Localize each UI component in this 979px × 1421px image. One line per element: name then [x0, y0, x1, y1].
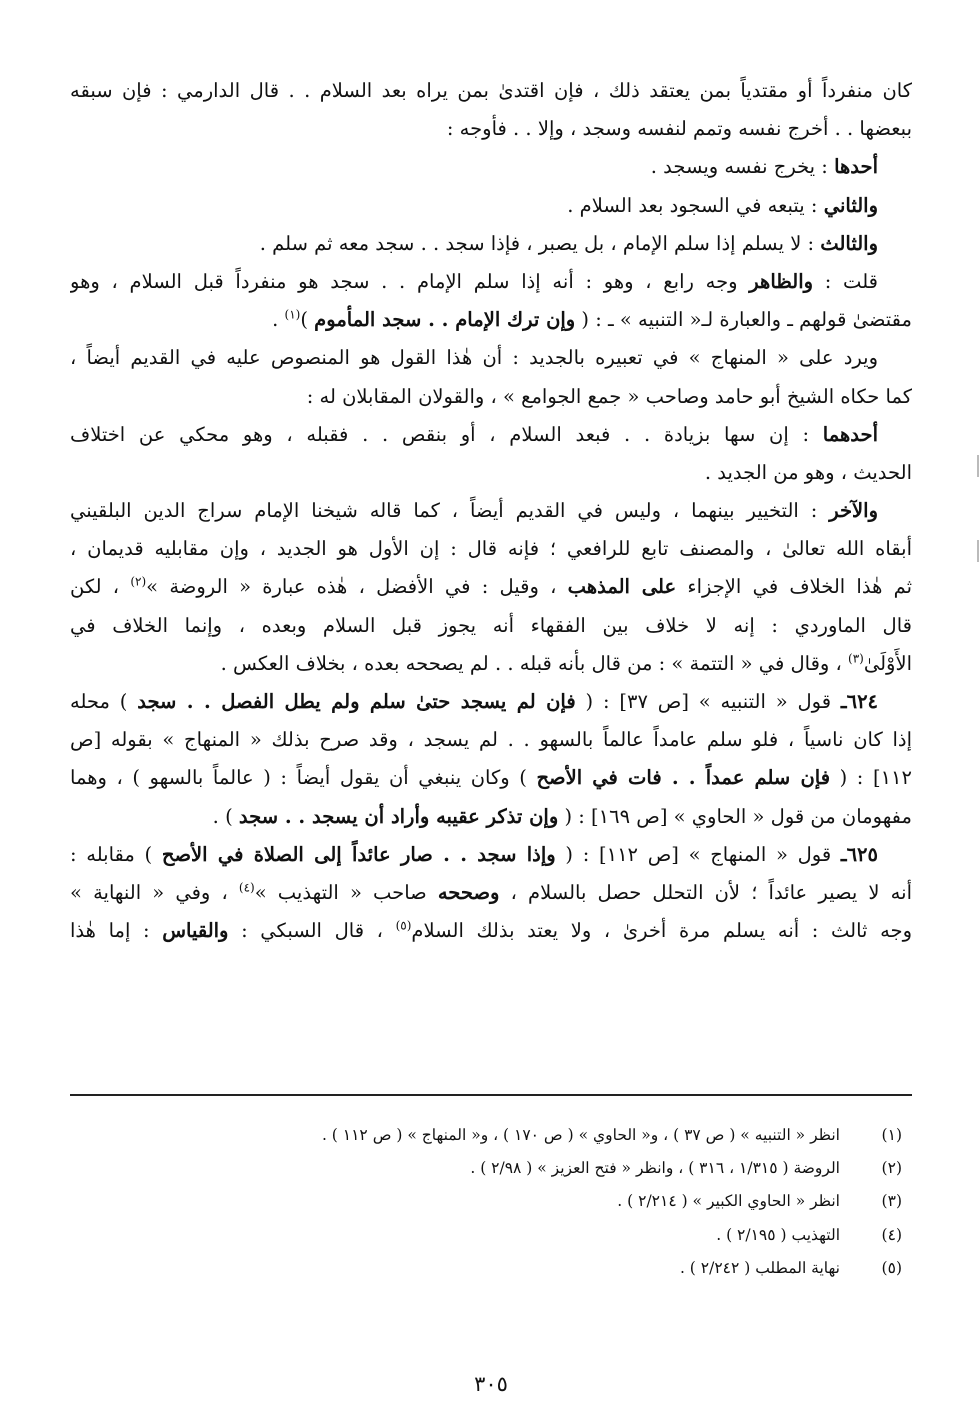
- text-line: [70, 301, 912, 339]
- footnote-ref: (٤): [238, 880, 255, 895]
- footnote-number: (٥): [881, 1258, 902, 1277]
- text-run: ) مقابله :: [70, 842, 162, 866]
- text-run: قلت :: [813, 269, 878, 293]
- text-line: [70, 568, 912, 606]
- text-line: [70, 110, 912, 148]
- text-run: : يخرج نفسه ويسجد .: [650, 155, 835, 179]
- footnote-ref: (١): [284, 307, 301, 322]
- bold-term: أحدها: [834, 155, 878, 179]
- text-run: قول « المنهاج » [ص ١١٢] : (: [555, 842, 841, 866]
- text-line: [70, 759, 912, 797]
- text-line: [70, 721, 912, 759]
- text-run: ، وقال في « التتمة » : من قال بأنه قبله . . لم يصححه بعده ، بخلاف العكس .: [220, 651, 849, 675]
- footnote-item: [70, 1252, 912, 1285]
- footnote-text: التهذيب ( ٢/١٩٥ ) .: [716, 1225, 840, 1244]
- text-run: قول « التنبيه » [ص ٣٧] : (: [575, 690, 841, 713]
- text-run: ببعضها . . أخرج نفسه وتمم لنفسه وسجد ، وإلا . . فأوجه :: [446, 117, 912, 141]
- text-line: [70, 530, 912, 568]
- footnote-text: نهاية المطلب ( ٢/٢٤٢ ) .: [679, 1258, 840, 1277]
- footnote-number: (١): [881, 1126, 902, 1144]
- main-text: [70, 72, 912, 950]
- text-run: مفهومان من قول « الحاوي » [ص ١٦٩] : (: [558, 804, 912, 828]
- text-line: [70, 836, 912, 874]
- text-line: [70, 148, 912, 186]
- footnote-item: [70, 1219, 912, 1252]
- bold-term: فإن سلم عمداً . . فات في الأصح: [536, 766, 831, 790]
- bold-term: ٦٢٥ـ: [840, 842, 878, 866]
- footnote-number: (٤): [881, 1225, 902, 1244]
- footnotes: [70, 1119, 912, 1285]
- text-run: الأَوْلَىٰ: [863, 651, 912, 675]
- text-run: ): [300, 308, 315, 332]
- footnote-text: الروضة ( ١/٣١٥ ، ٣١٦ ) ، وانظر « فتح العزيز » ( ٢/٩٨ ) .: [470, 1159, 840, 1178]
- text-run: الحديث ، وهو من الجديد .: [704, 460, 912, 484]
- text-line: [70, 798, 912, 836]
- text-line: [70, 378, 912, 416]
- text-run: وجه ثالث : أنه يسلم مرة أخرىٰ ، ولا يعتد بذلك السلام: [411, 919, 912, 943]
- text-run: ثم هٰذا الخلاف في الإجزاء: [676, 575, 912, 599]
- footnote-separator: [70, 1094, 912, 1096]
- text-run: .: [272, 308, 285, 332]
- text-run: قال الماوردي : إنه لا خلاف بين الفقهاء أنه يجوز قبل السلام وبعده ، وإنما الخلاف في: [70, 613, 912, 637]
- book-page: [70, 72, 912, 1402]
- text-line: [70, 607, 912, 645]
- text-line: [70, 492, 912, 530]
- footnote-number: (٣): [881, 1192, 902, 1211]
- text-line: [70, 339, 912, 377]
- bold-term: ٦٢٤ـ: [840, 690, 879, 713]
- text-run: أبقاه الله تعالىٰ ، والمصنف تابع للرافعي ؛ فإنه قال : إن الأول هو الجديد ، وإن مقابليه قديمان ،: [70, 537, 912, 561]
- footnote-number: (٢): [881, 1159, 902, 1178]
- text-line: [70, 225, 912, 263]
- footnote-text: انظر « التنبيه » ( ص ٣٧ ) ، و« الحاوي » ( ص ١٧٠ ) ، و« المنهاج » ( ص ١١٢ ) .: [321, 1126, 840, 1144]
- page-number: ٣٠٥: [474, 1372, 508, 1396]
- bold-term: والثالث: [820, 231, 878, 255]
- bold-term: وإذا سجد . . صار عائداً إلى الصلاة في الأصح: [161, 842, 556, 866]
- bold-term: والقياس: [162, 919, 229, 943]
- text-run: ) محله: [70, 690, 138, 713]
- text-run: : التخيير بينهما ، وليس في القديم أيضاً ، كما قاله شيخنا الإمام سراج الدين البلقيني: [70, 499, 830, 523]
- bold-term: وإن تذكر عقيبه وأراد أن يسجد . . سجد: [238, 804, 559, 828]
- bold-term: والآخر: [829, 499, 878, 523]
- text-run: ، وقيل : في الأفضل ، هٰذه عبارة « الروضة »: [146, 575, 568, 599]
- text-line: [70, 645, 912, 683]
- text-line: [70, 454, 912, 492]
- text-run: كان منفرداً أو مقتدياً بمن يعتقد ذلك ، فإن اقتدىٰ بمن يراه بعد السلام . . قال الدارمي : فإن سبقه: [70, 79, 912, 102]
- text-run: ) وكان ينبغي أن يقول أيضاً : ( عالماً بالسهو ) ، وهما: [70, 766, 537, 790]
- text-run: ، قال السبكي :: [228, 919, 396, 943]
- text-run: كما حكاه الشيخ أبو حامد وصاحب « جمع الجوامع » ، والقولان المقابلان له :: [306, 384, 912, 408]
- text-line: [70, 263, 912, 301]
- bold-term: على المذهب: [567, 575, 677, 599]
- text-run: ١١٢] : (: [830, 766, 912, 790]
- footnote-text: انظر « الحاوي الكبير » ( ٢/٢١٤ ) .: [617, 1192, 840, 1211]
- footnote-item: [70, 1185, 912, 1218]
- text-run: : لا يسلم إذا سلم الإمام ، بل يصبر ، فإذا سجد . . سجد معه ثم سلم .: [259, 231, 821, 255]
- text-run: ، لكن: [70, 575, 131, 599]
- text-line: [70, 72, 912, 110]
- footnote-item: [70, 1152, 912, 1185]
- text-run: إذا كان ناسياً ، فلو سلم عامداً عالماً بالسهو . . لم يسجد ، وقد صرح بذلك « المنهاج » بقوله [ص: [70, 728, 912, 752]
- text-run: وجه رابع ، وهو : أنه إذا سلم الإمام . . سجد هو منفرداً قبل السلام ، وهو: [70, 269, 750, 293]
- text-line: [70, 187, 912, 225]
- bold-term: فإن لم يسجد حتىٰ سلم ولم يطل الفصل . . سجد: [137, 690, 576, 713]
- text-run: : إن سها بزيادة . . فبعد السلام ، أو بنقص . . فقبله ، وهو محكي عن اختلاف: [70, 422, 823, 446]
- text-run: ، وفي « النهاية »: [70, 880, 239, 904]
- text-run: صاحب « التهذيب »: [254, 880, 438, 904]
- footnote-ref: (٣): [848, 651, 864, 666]
- text-run: ويرد على « المنهاج » في تعبيره بالجديد : أن هٰذا القول هو المنصوص عليه في القديم أيضاً ،: [70, 346, 878, 370]
- bold-term: والظاهر: [749, 269, 814, 293]
- footnote-ref: (٥): [395, 918, 412, 933]
- text-line: [70, 874, 912, 912]
- bold-term: والثاني: [823, 193, 878, 217]
- text-line: [70, 912, 912, 950]
- text-run: أنه لا يصير عائداً ؛ لأن التحلل حصل بالسلام ،: [499, 880, 912, 904]
- footnote-ref: (٢): [130, 574, 147, 589]
- text-line: [70, 683, 912, 721]
- bold-term: وإن ترك الإمام . . سجد المأموم: [314, 308, 576, 332]
- footnote-item: [70, 1119, 912, 1152]
- text-run: : يتبعه في السجود بعد السلام .: [567, 193, 824, 217]
- text-run: : إما هٰذا: [70, 919, 163, 943]
- bold-term: وصححه: [437, 880, 500, 904]
- text-run: مقتضىٰ قولهم ـ والعبارة لـ« التنبيه » ـ : (: [575, 308, 912, 332]
- text-run: ) .: [212, 804, 239, 828]
- bold-term: أحدهما: [822, 422, 878, 446]
- text-line: [70, 416, 912, 454]
